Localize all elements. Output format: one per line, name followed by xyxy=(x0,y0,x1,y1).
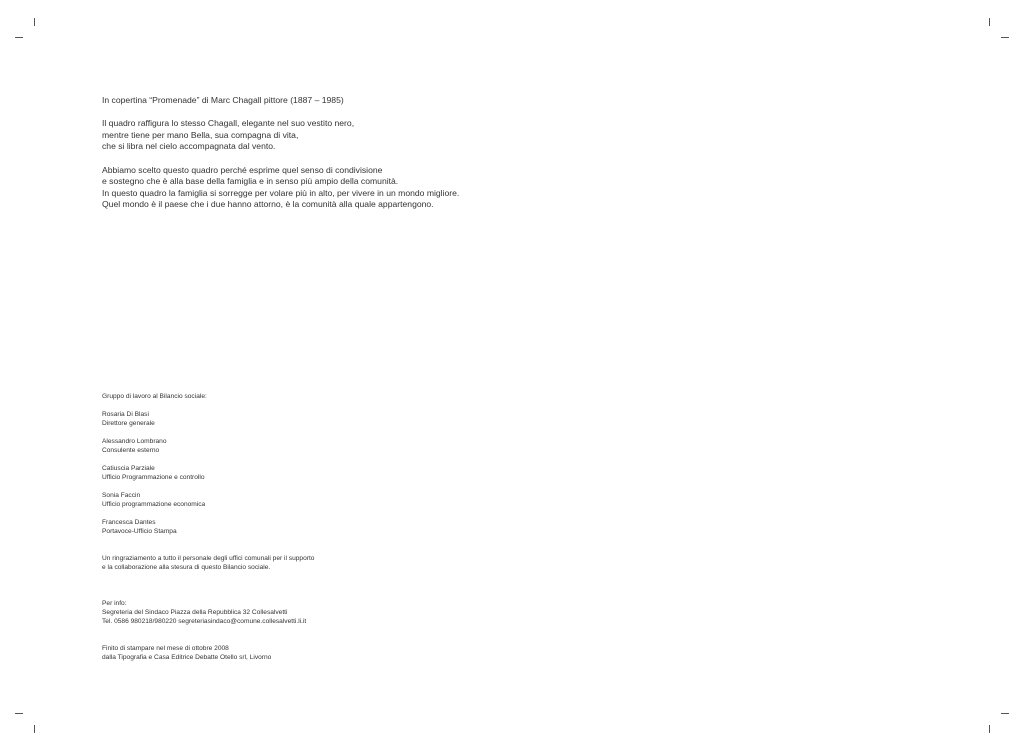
cover-paragraph-2 xyxy=(102,165,522,211)
cover-title-line: In copertina “Promenade” di Marc Chagall pittore (1887 – 1985) xyxy=(102,95,344,105)
paragraph-line: mentre tiene per mano Bella, sua compagna di vita, xyxy=(102,129,299,140)
contact-phone-email: Tel. 0586 980218/980220 segreteriasindaco@comune.collesalvetti.li.it xyxy=(102,618,307,625)
credits-block xyxy=(102,392,522,662)
cover-description xyxy=(102,95,522,223)
member-role: Ufficio Programmazione e controllo xyxy=(102,474,205,481)
acknowledgement xyxy=(102,554,522,572)
member-role: Direttore generale xyxy=(102,420,155,427)
team-member xyxy=(102,464,522,482)
crop-mark-bottom-left-horizontal xyxy=(15,713,23,714)
member-name: Rosaria Di Blasi xyxy=(102,411,149,418)
cover-title xyxy=(102,95,522,107)
paragraph-line: Il quadro raffigura lo stesso Chagall, elegante nel suo vestito nero, xyxy=(102,118,355,129)
member-role: Consulente esterno xyxy=(102,447,160,454)
working-group-heading: Gruppo di lavoro al Bilancio sociale: xyxy=(102,393,207,400)
paragraph-line: e sostegno che è alla base della famiglia e in senso più ampio della comunità. xyxy=(102,176,399,187)
contact-info-label: Per info: xyxy=(102,600,127,607)
paragraph-line: che si libra nel cielo accompagnata dal vento. xyxy=(102,141,276,152)
team-member xyxy=(102,518,522,536)
team-member xyxy=(102,410,522,428)
contact-info xyxy=(102,599,522,626)
member-role: Ufficio programmazione economica xyxy=(102,501,206,508)
print-date: Finito di stampare nel mese di ottobre 2008 xyxy=(102,645,229,652)
colophon xyxy=(102,644,522,662)
member-name: Catiuscia Parziale xyxy=(102,465,155,472)
crop-mark-bottom-right-vertical xyxy=(989,725,990,733)
crop-mark-top-right-horizontal xyxy=(1001,37,1009,38)
paragraph-line: Abbiamo scelto questo quadro perché esprime quel senso di condivisione xyxy=(102,164,383,175)
crop-mark-top-left-vertical xyxy=(34,18,35,26)
paragraph-line: In questo quadro la famiglia si sorregge per volare più in alto, per vivere in un mondo migliore. xyxy=(102,187,460,198)
team-member xyxy=(102,437,522,455)
printer: dalla Tipografia e Casa Editrice Debatte Otello srl, Livorno xyxy=(102,654,272,661)
crop-mark-top-left-horizontal xyxy=(15,37,23,38)
member-name: Francesca Dantes xyxy=(102,519,156,526)
crop-mark-top-right-vertical xyxy=(989,18,990,26)
cover-paragraph-1 xyxy=(102,118,522,153)
member-role: Portavoce-Ufficio Stampa xyxy=(102,528,177,535)
contact-address: Segreteria del Sindaco Piazza della Repubblica 32 Collesalvetti xyxy=(102,609,288,616)
crop-mark-bottom-left-vertical xyxy=(34,725,35,733)
paragraph-line: Quel mondo è il paese che i due hanno attorno, è la comunità alla quale appartengono. xyxy=(102,199,434,210)
member-name: Alessandro Lombrano xyxy=(102,438,167,445)
team-member xyxy=(102,491,522,509)
acknowledgement-line: e la collaborazione alla stesura di questo Bilancio sociale. xyxy=(102,564,271,571)
member-name: Sonia Faccin xyxy=(102,492,141,499)
crop-mark-bottom-right-horizontal xyxy=(1001,713,1009,714)
acknowledgement-line: Un ringraziamento a tutto il personale degli uffici comunali per il supporto xyxy=(102,555,315,562)
